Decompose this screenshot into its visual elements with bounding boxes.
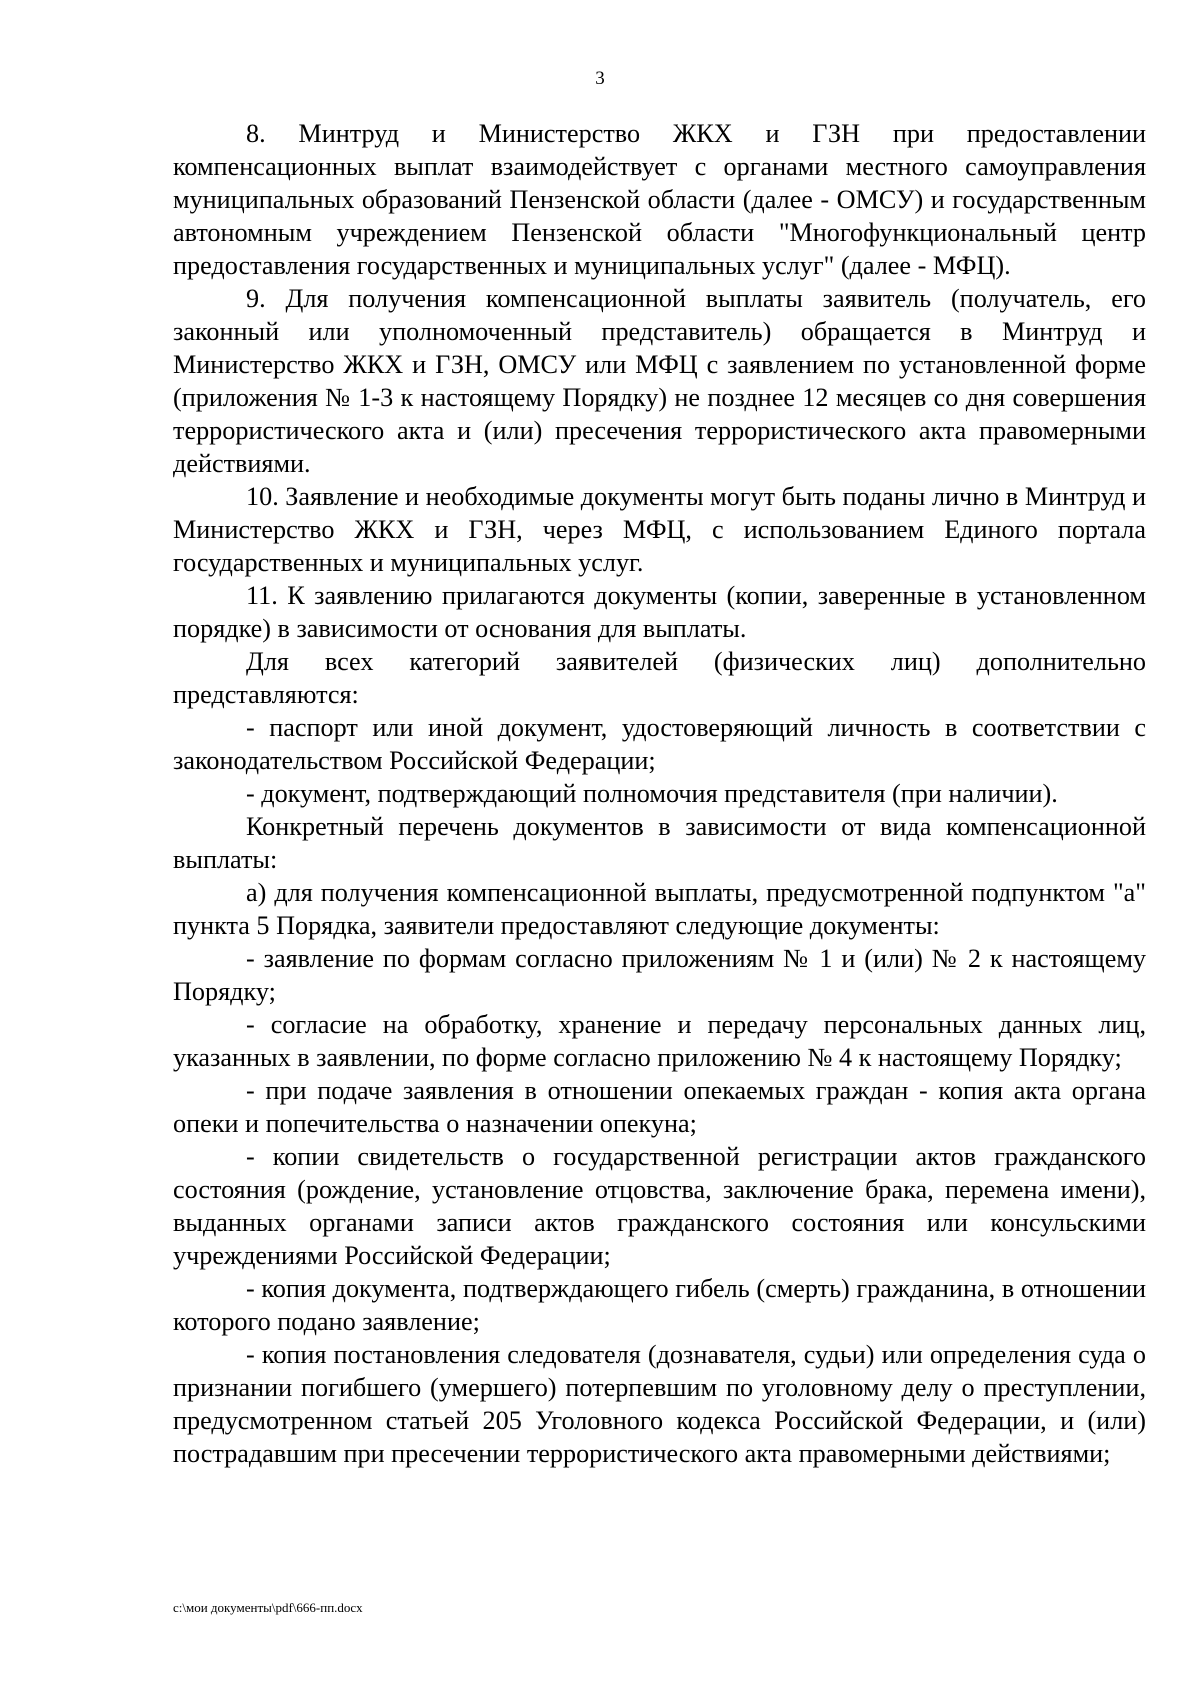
list-item-authority-document: - документ, подтверждающий полномочия представителя (при наличии). bbox=[246, 779, 1058, 808]
paragraph-8: 8. Минтруд и Министерство ЖКХ и ГЗН при предоставлении компенсационных выплат взаимодействует с органами местного самоуправления муниципальных образований Пензенской области (далее - ОМСУ) и государственным автономным учреждением Пензенской области "Многофункциональный центр предоставления государственных и муниципальных услуг" (далее - МФЦ). bbox=[173, 119, 1146, 280]
paragraph-10: 10. Заявление и необходимые документы могут быть поданы лично в Минтруд и Министерство ЖКХ и ГЗН, через МФЦ, с использованием Единого портала государственных и муниципальных услуг. bbox=[173, 482, 1146, 577]
list-item-passport: - паспорт или иной документ, удостоверяющий личность в соответствии с законодательством Российской Федерации; bbox=[173, 713, 1146, 775]
paragraph-all-categories: Для всех категорий заявителей (физических лиц) дополнительно представляются: bbox=[173, 647, 1146, 709]
page-number: 3 bbox=[595, 68, 605, 89]
subparagraph-a: а) для получения компенсационной выплаты, предусмотренной подпунктом "а" пункта 5 Порядка, заявители предоставляют следующие документы: bbox=[173, 878, 1146, 940]
document-body bbox=[173, 117, 1146, 1470]
list-item-civil-status-certificates: - копии свидетельств о государственной регистрации актов гражданского состояния (рождение, установление отцовства, заключение брака, перемена имени), выданных органами записи актов гражданского состояния или консульскими учреждениями Российской Федерации; bbox=[173, 1142, 1146, 1270]
paragraph-specific-list: Конкретный перечень документов в зависимости от вида компенсационной выплаты: bbox=[173, 812, 1146, 874]
footer-file-path: c:\мои документы\pdf\666-пп.docx bbox=[173, 1600, 363, 1615]
list-item-investigator-resolution: - копия постановления следователя (дознавателя, судьи) или определения суда о признании погибшего (умершего) потерпевшим по уголовному делу о преступлении, предусмотренном статьей 205 Уголовного кодекса Российской Федерации, и (или) пострадавшим при пресечении террористического акта правомерными действиями; bbox=[173, 1340, 1146, 1468]
list-item-consent: - согласие на обработку, хранение и передачу персональных данных лиц, указанных в заявлении, по форме согласно приложению № 4 к настоящему Порядку; bbox=[173, 1010, 1146, 1072]
paragraph-11: 11. К заявлению прилагаются документы (копии, заверенные в установленном порядке) в зависимости от основания для выплаты. bbox=[173, 581, 1146, 643]
list-item-guardianship: - при подаче заявления в отношении опекаемых граждан - копия акта органа опеки и попечительства о назначении опекуна; bbox=[173, 1076, 1146, 1138]
paragraph-9: 9. Для получения компенсационной выплаты заявитель (получатель, его законный или уполномоченный представитель) обращается в Минтруд и Министерство ЖКХ и ГЗН, ОМСУ или МФЦ с заявлением по установленной форме (приложения № 1-3 к настоящему Порядку) не позднее 12 месяцев со дня совершения террористического акта и (или) пресечения террористического акта правомерными действиями. bbox=[173, 284, 1146, 478]
list-item-death-document: - копия документа, подтверждающего гибель (смерть) гражданина, в отношении которого подано заявление; bbox=[173, 1274, 1146, 1336]
list-item-application: - заявление по формам согласно приложениям № 1 и (или) № 2 к настоящему Порядку; bbox=[173, 944, 1146, 1006]
